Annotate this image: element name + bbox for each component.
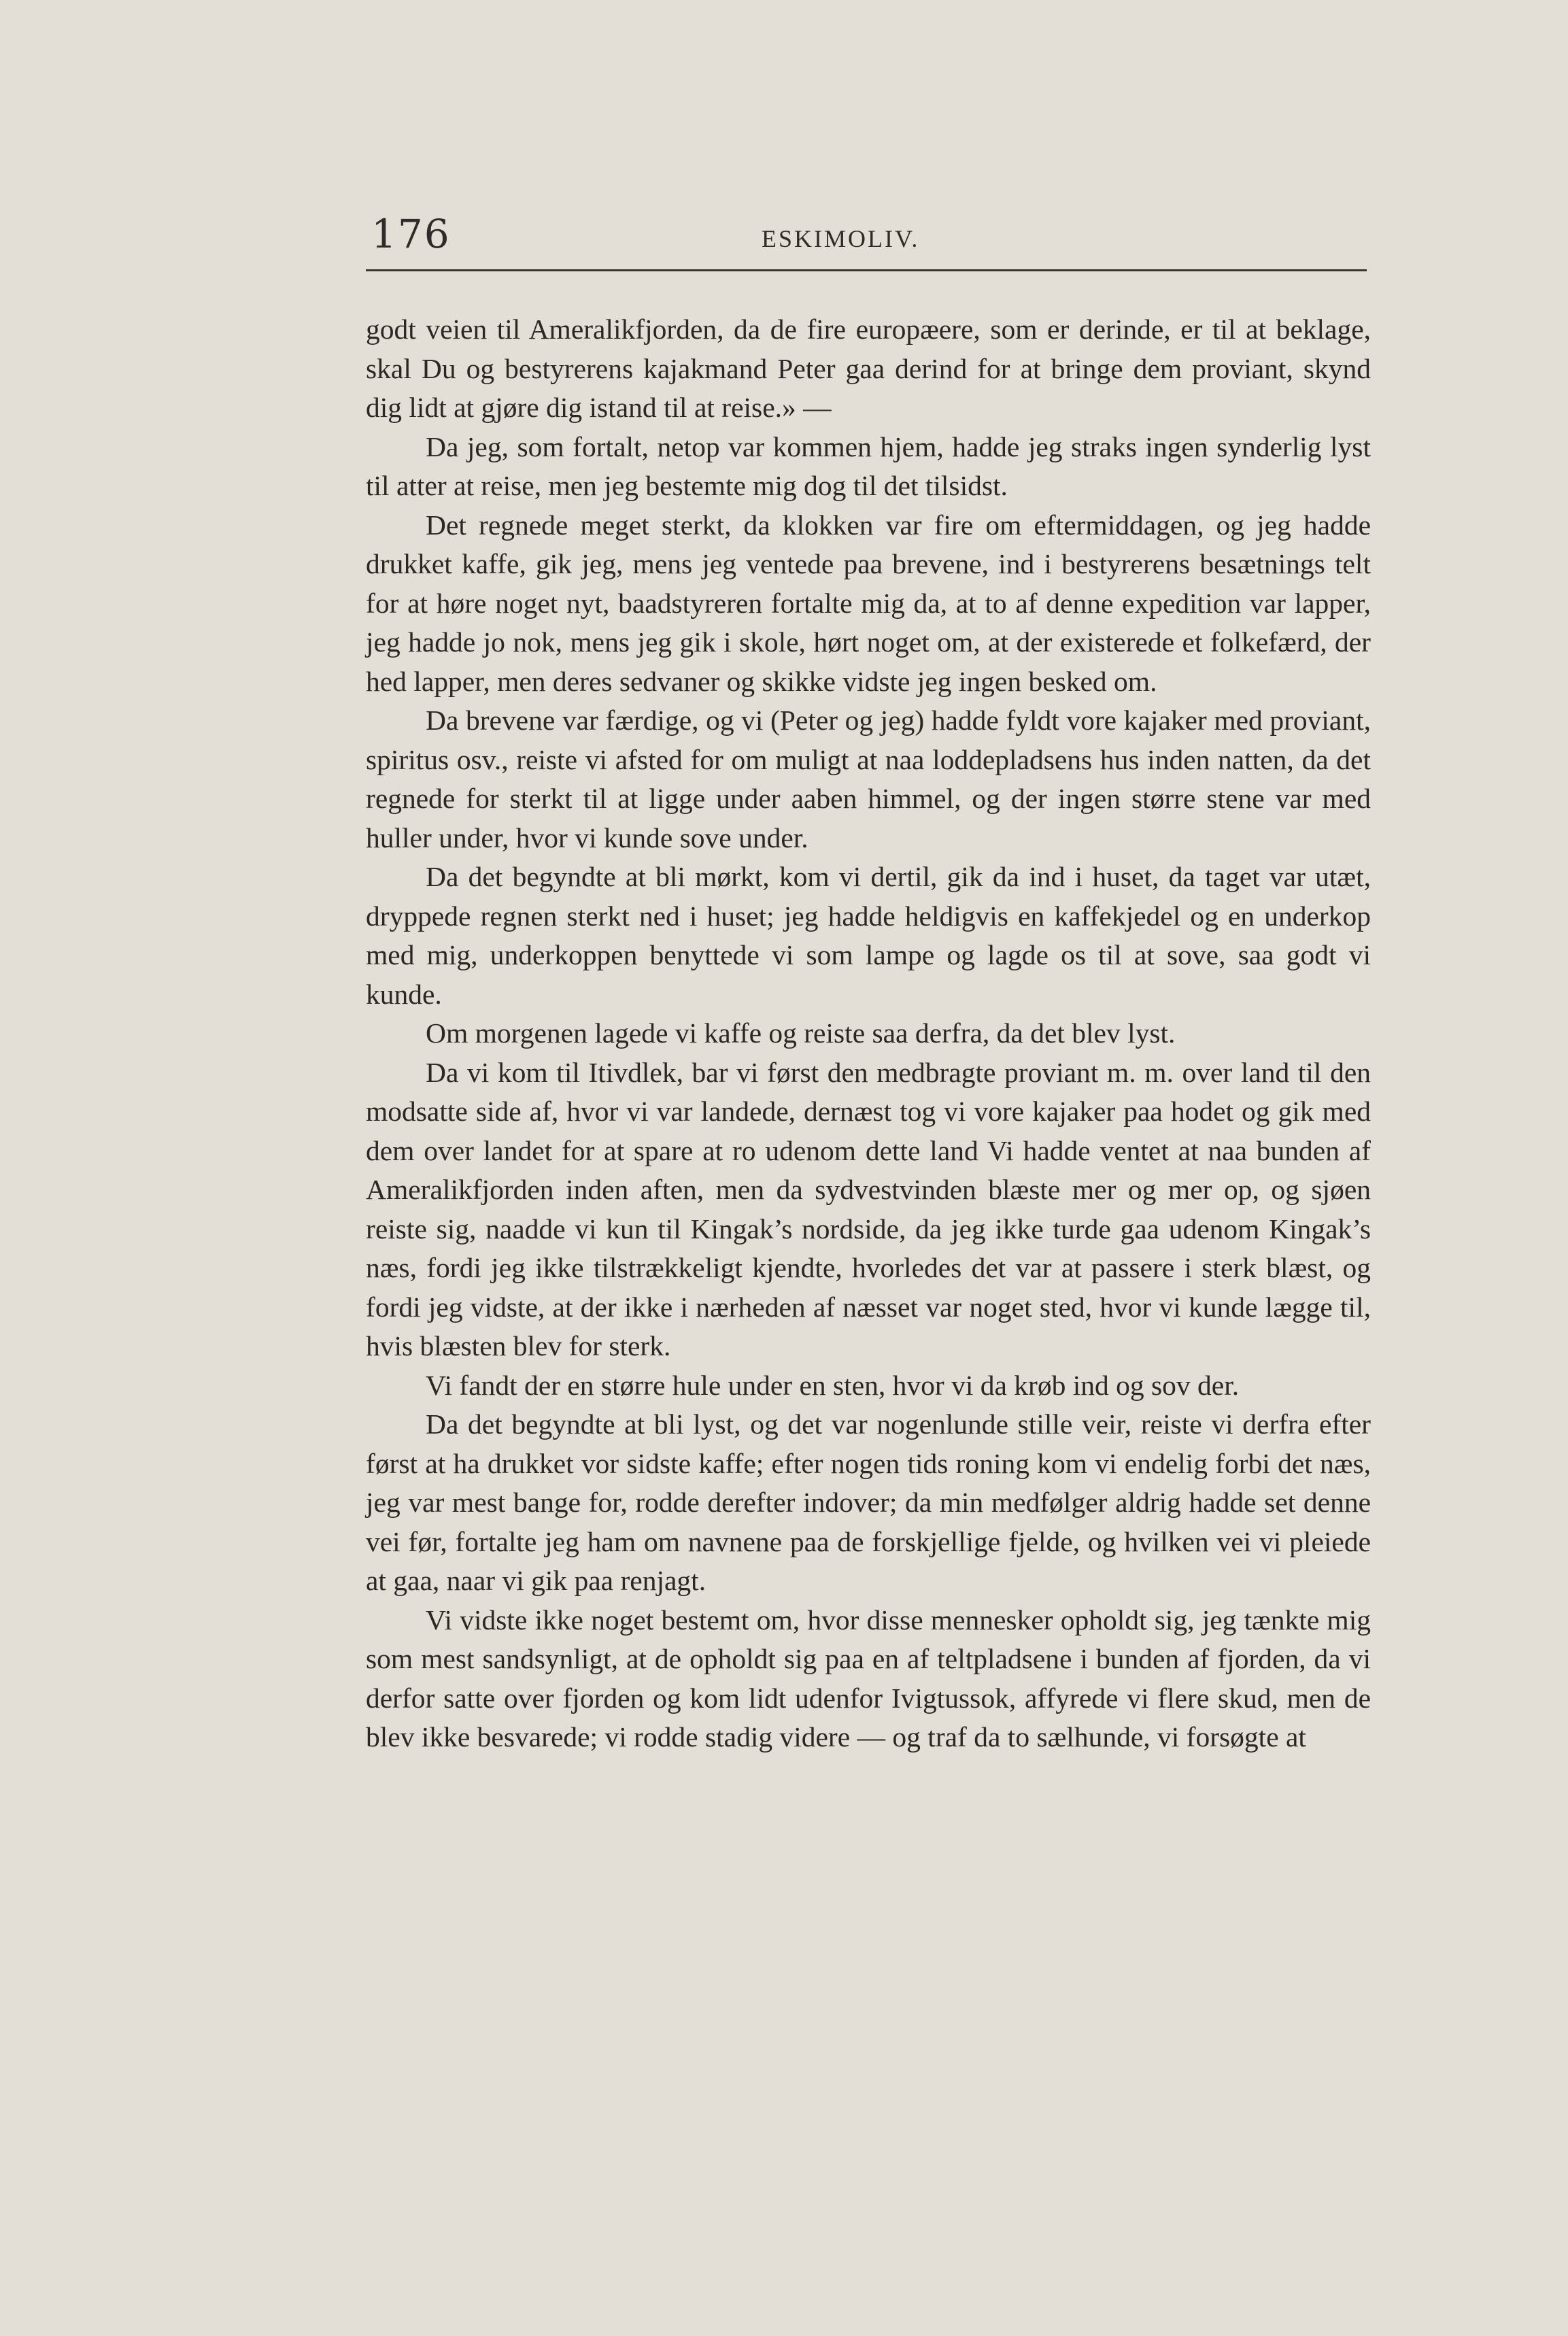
running-title: ESKIMOLIV. <box>762 225 920 252</box>
header-rule <box>366 269 1367 271</box>
page-number: 176 <box>371 211 451 257</box>
paragraph: Da brevene var færdige, og vi (Peter og jeg) hadde fyldt vore kajaker med proviant, spiritus osv., reiste vi afsted for om muligt at naa loddepladsens hus inden natten, da det regnede for sterkt til at ligge under aaben himmel, og der ingen større stene var med huller under, hvor vi kunde sove under. <box>366 705 1371 853</box>
paragraph: Det regnede meget sterkt, da klokken var fire om eftermiddagen, og jeg hadde drukket kaffe, gik jeg, mens jeg ventede paa brevene, ind i bestyrerens besætnings telt for at høre noget nyt, baadstyreren fortalte mig da, at to af denne expedition var lapper, jeg hadde jo nok, mens jeg gik i skole, hørt noget om, at der existerede et folkefærd, der hed lapper, men deres sedvaner og skikke vidste jeg ingen besked om. <box>366 509 1371 697</box>
page-header <box>366 204 1367 272</box>
paragraph: Da jeg, som fortalt, netop var kommen hjem, hadde jeg straks ingen synderlig lyst til atter at reise, men jeg bestemte mig dog til det tilsidst. <box>366 430 1371 501</box>
paragraph: Da det begyndte at bli lyst, og det var nogenlunde stille veir, reiste vi derfra efter først at ha drukket vor sidste kaffe; efter nogen tids roning kom vi endelig forbi det næs, jeg var mest bange for, rodde derefter indover; da min medfølger aldrig hadde set denne vei før, fortalte jeg ham om navnene paa de forskjellige fjelde, og hvilken vei vi pleiede at gaa, naar vi gik paa renjagt. <box>366 1408 1371 1596</box>
paragraph: godt veien til Ameralikfjorden, da de fire europæere, som er derinde, er til at beklage, skal Du og bestyrerens kajakmand Peter gaa derind for at bringe dem proviant, skynd dig lidt at gjøre dig istand til at reise.» — <box>366 314 1371 423</box>
paragraph: Da det begyndte at bli mørkt, kom vi dertil, gik da ind i huset, da taget var utæt, dryppede regnen sterkt ned i huset; jeg hadde heldigvis en kaffekjedel og en underkop med mig, underkoppen benyttede vi som lampe og lagde os til at sove, saa godt vi kunde. <box>366 861 1371 1010</box>
body-text <box>366 310 1371 1757</box>
paragraph: Om morgenen lagede vi kaffe og reiste saa derfra, da det blev lyst. <box>426 1017 1176 1049</box>
paragraph: Vi fandt der en større hule under en sten, hvor vi da krøb ind og sov der. <box>426 1369 1240 1401</box>
paragraph: Vi vidste ikke noget bestemt om, hvor disse mennesker opholdt sig, jeg tænkte mig som mest sandsynligt, at de opholdt sig paa en af teltpladsene i bunden af fjorden, da vi derfor satte over fjorden og kom lidt udenfor Ivigtussok, affyrede vi flere skud, men de blev ikke besvarede; vi rodde stadig videre — og traf da to sælhunde, vi forsøgte at <box>366 1604 1371 1753</box>
paragraph: Da vi kom til Itivdlek, bar vi først den medbragte proviant m. m. over land til den modsatte side af, hvor vi var landede, dernæst tog vi vore kajaker paa hodet og gik med dem over landet for at spare at ro udenom dette land Vi hadde ventet at naa bunden af Ameralikfjorden inden aften, men da sydvestvinden blæste mer og mer op, og sjøen reiste sig, naadde vi kun til Kingak’s nordside, da jeg ikke turde gaa udenom Kingak’s næs, fordi jeg ikke tilstrækkeligt kjendte, hvorledes det var at passere i sterk blæst, og fordi jeg vidste, at der ikke i nærheden af næsset var noget sted, hvor vi kunde lægge til, hvis blæsten blev for sterk. <box>366 1056 1371 1361</box>
